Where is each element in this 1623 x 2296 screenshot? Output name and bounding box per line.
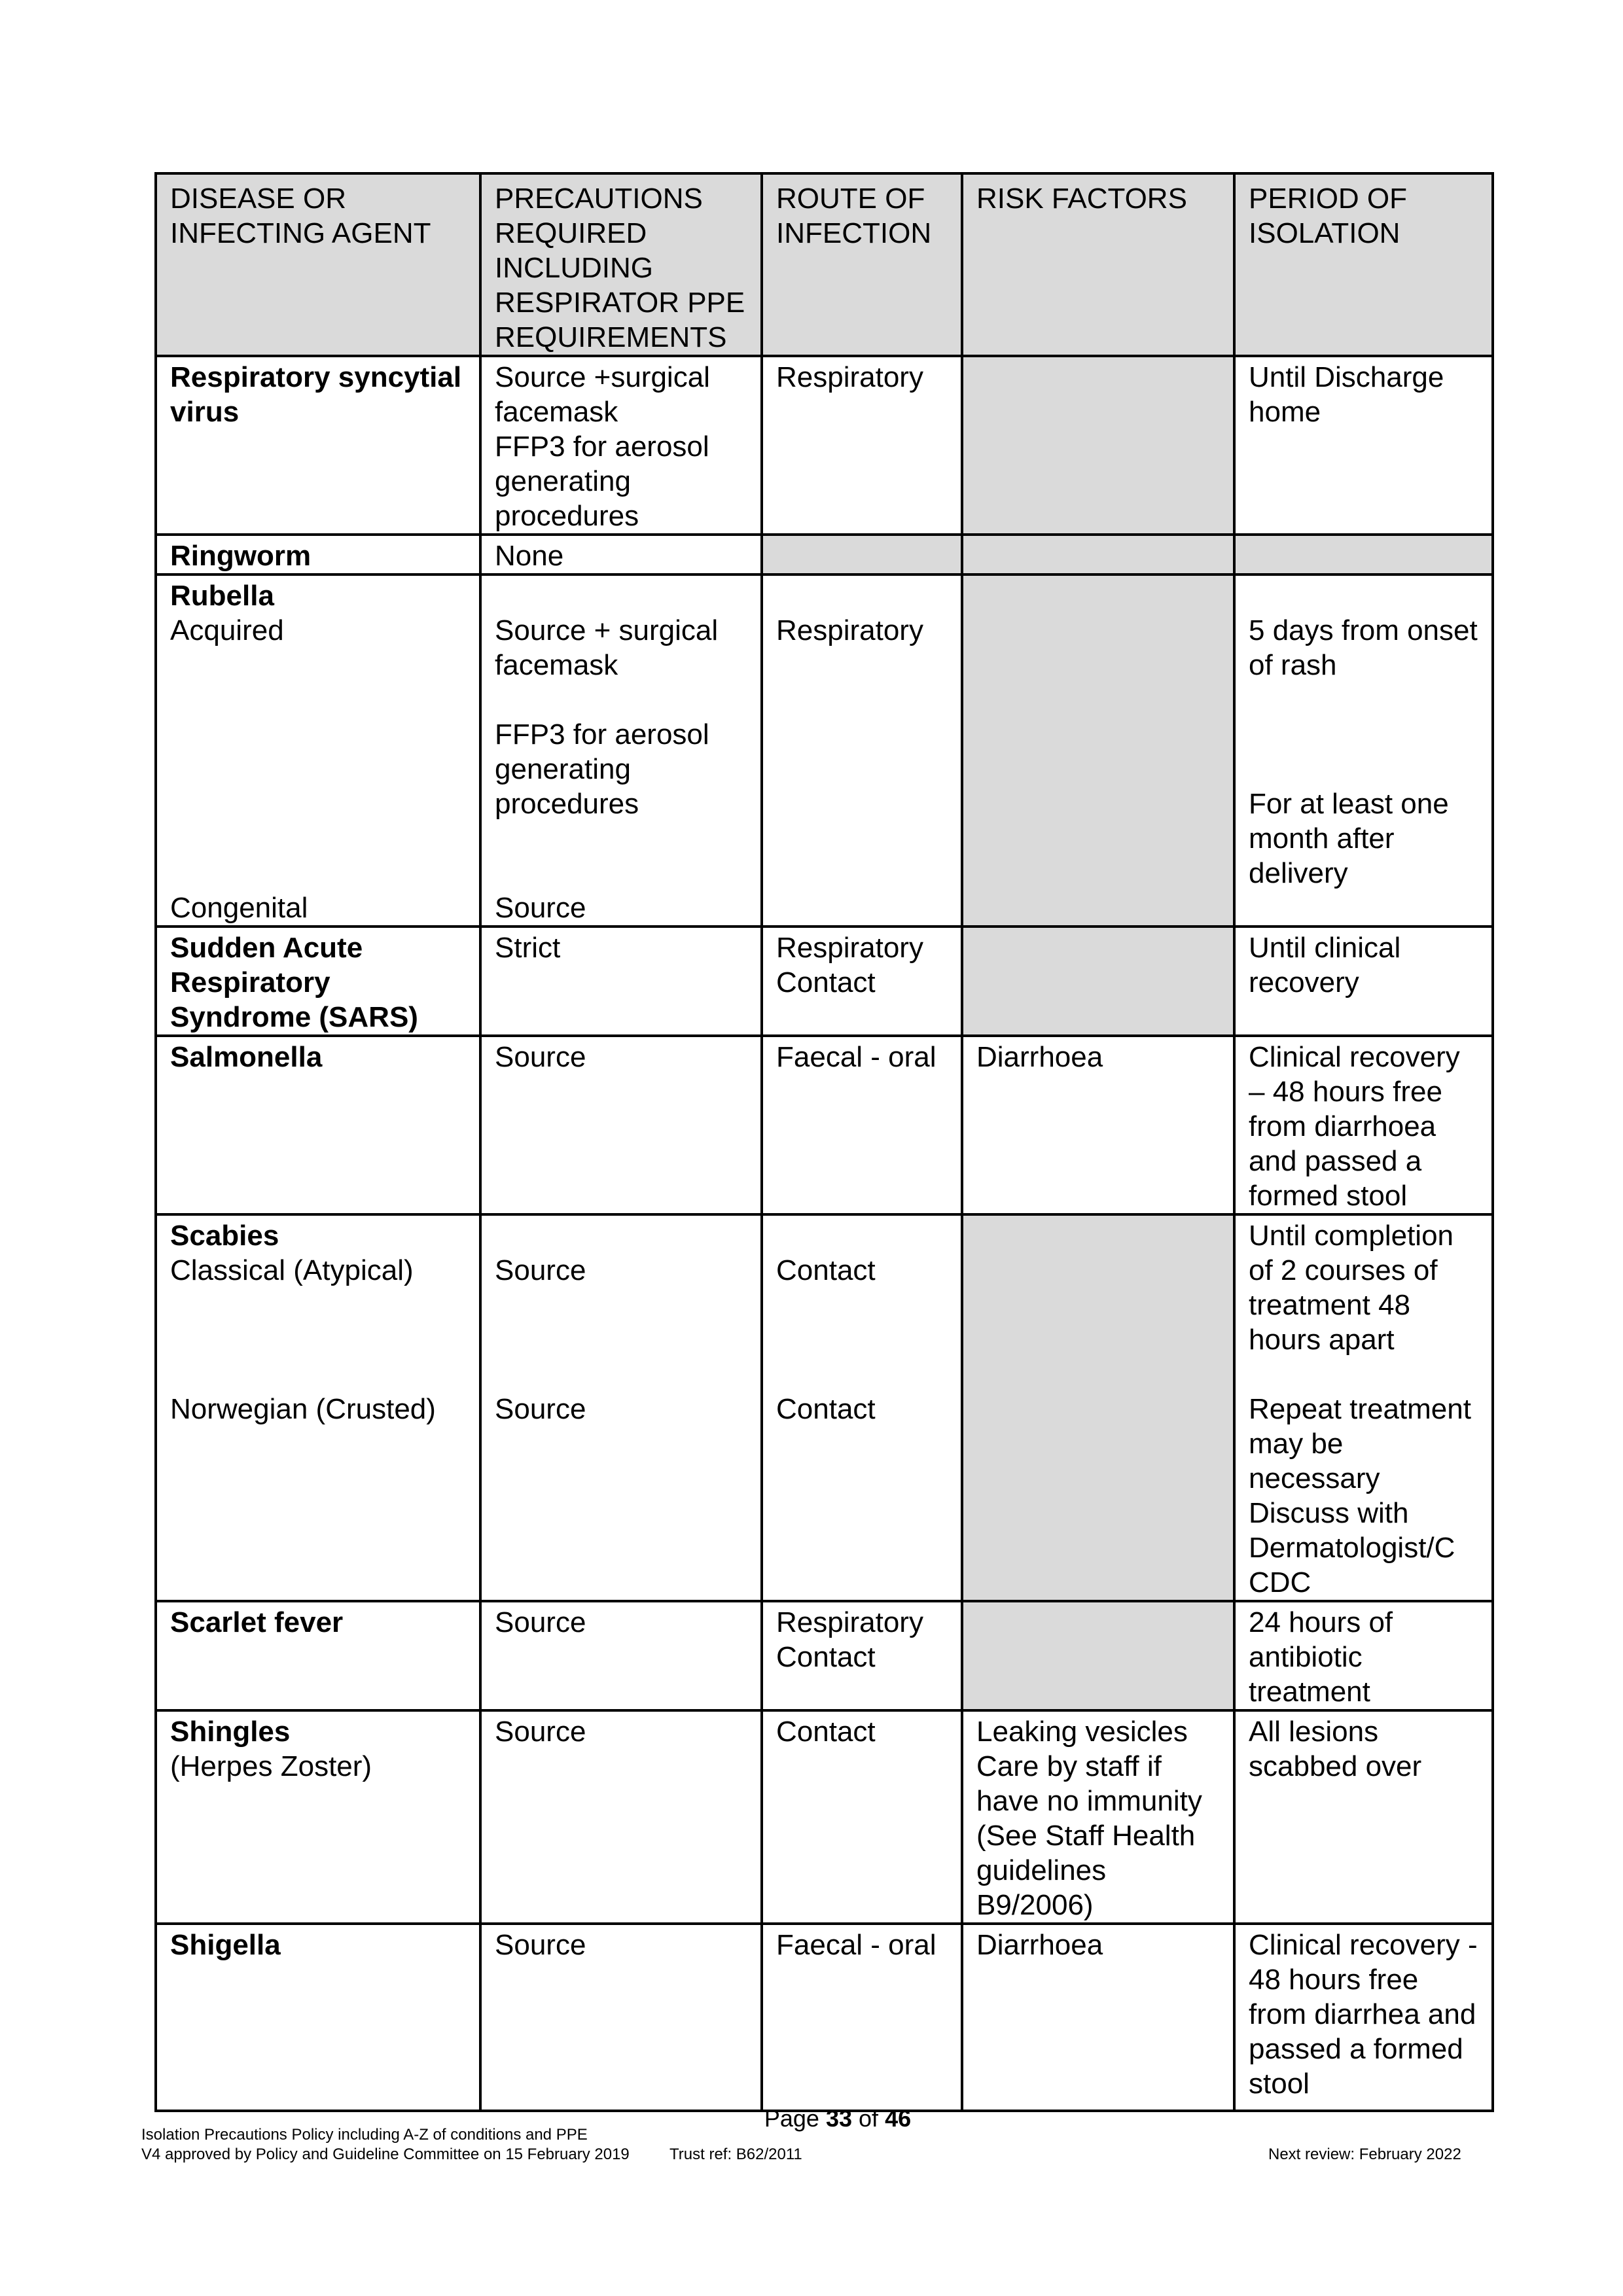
cell-period: 24 hours of antibiotic treatment bbox=[1234, 1601, 1493, 1710]
footer-next-review: Next review: February 2022 bbox=[1268, 2146, 1461, 2163]
cell-period: Until Discharge home bbox=[1234, 356, 1493, 535]
header-disease: DISEASE OR INFECTING AGENT bbox=[156, 173, 480, 356]
subtype-congenital: Congenital bbox=[170, 892, 308, 924]
table-row bbox=[156, 356, 1493, 535]
cell-precautions: None bbox=[480, 535, 762, 574]
disease-name: Sudden Acute Respiratory Syndrome (SARS) bbox=[170, 932, 418, 1033]
cell-route: Respiratory Contact bbox=[762, 927, 962, 1036]
cell-risk-empty bbox=[962, 1601, 1234, 1710]
isolation-precautions-table bbox=[154, 172, 1494, 2112]
cell-disease bbox=[156, 574, 480, 927]
disease-name: Scarlet fever bbox=[170, 1606, 344, 1638]
cell-risk: Leaking vesicles Care by staff if have no immunity (See Staff Health guidelines B9/2006) bbox=[962, 1710, 1234, 1924]
header-period: PERIOD OF ISOLATION bbox=[1234, 173, 1493, 356]
cell-route: Respiratory Contact bbox=[762, 1601, 962, 1710]
cell-disease bbox=[156, 927, 480, 1036]
cell-route: Faecal - oral bbox=[762, 1036, 962, 1214]
cell-period: Until completion of 2 courses of treatment 48 hours apart Repeat treatment may be necessary Discuss with Dermatologist/C CDC bbox=[1234, 1214, 1493, 1601]
cell-disease bbox=[156, 1036, 480, 1214]
table-row bbox=[156, 1710, 1493, 1924]
cell-period-empty bbox=[1234, 535, 1493, 574]
cell-route: Respiratory bbox=[762, 356, 962, 535]
table-header-row bbox=[156, 173, 1493, 356]
table-row bbox=[156, 1601, 1493, 1710]
cell-precautions: Source bbox=[480, 1601, 762, 1710]
footer-approval: V4 approved by Policy and Guideline Committee on 15 February 2019 bbox=[141, 2146, 630, 2163]
cell-period: All lesions scabbed over bbox=[1234, 1710, 1493, 1924]
cell-precautions: Source +surgical facemask FFP3 for aerosol generating procedures bbox=[480, 356, 762, 535]
cell-period: Clinical recovery – 48 hours free from diarrhoea and passed a formed stool bbox=[1234, 1036, 1493, 1214]
cell-period: 5 days from onset of rash For at least one month after delivery bbox=[1234, 574, 1493, 927]
subtype-classical: Classical (Atypical) bbox=[170, 1254, 414, 1286]
footer-trust-ref: Trust ref: B62/2011 bbox=[669, 2146, 802, 2163]
table-row bbox=[156, 927, 1493, 1036]
disease-name: Shigella bbox=[170, 1929, 281, 1961]
header-risk: RISK FACTORS bbox=[962, 173, 1234, 356]
cell-period: Clinical recovery - 48 hours free from diarrhea and passed a formed stool bbox=[1234, 1924, 1493, 2111]
cell-risk-empty bbox=[962, 535, 1234, 574]
table-row bbox=[156, 574, 1493, 927]
subtype-norwegian: Norwegian (Crusted) bbox=[170, 1393, 436, 1425]
cell-route-empty bbox=[762, 535, 962, 574]
disease-name: Salmonella bbox=[170, 1041, 323, 1073]
cell-disease: Shingles (Herpes Zoster) bbox=[156, 1710, 480, 1924]
cell-precautions: Strict bbox=[480, 927, 762, 1036]
cell-risk-empty bbox=[962, 356, 1234, 535]
cell-route: Respiratory bbox=[762, 574, 962, 927]
cell-risk: Diarrhoea bbox=[962, 1036, 1234, 1214]
cell-risk: Diarrhoea bbox=[962, 1924, 1234, 2111]
cell-precautions: Source bbox=[480, 1710, 762, 1924]
subtype-acquired: Acquired bbox=[170, 614, 284, 646]
cell-risk-empty bbox=[962, 574, 1234, 927]
cell-risk-empty bbox=[962, 927, 1234, 1036]
footer-policy-title: Isolation Precautions Policy including A-Z of conditions and PPE bbox=[141, 2126, 588, 2144]
cell-disease bbox=[156, 535, 480, 574]
table-row bbox=[156, 1214, 1493, 1601]
cell-period: Until clinical recovery bbox=[1234, 927, 1493, 1036]
cell-risk-empty bbox=[962, 1214, 1234, 1601]
cell-route: Faecal - oral bbox=[762, 1924, 962, 2111]
cell-precautions: Source bbox=[480, 1924, 762, 2111]
table-row bbox=[156, 1036, 1493, 1214]
cell-disease bbox=[156, 1924, 480, 2111]
page-number: Page 33 of 46 bbox=[764, 2105, 912, 2132]
disease-name: Ringworm bbox=[170, 540, 312, 572]
disease-name: Respiratory syncytial virus bbox=[170, 361, 462, 428]
disease-name: Rubella bbox=[170, 580, 274, 612]
cell-precautions: Source bbox=[480, 1036, 762, 1214]
disease-name: Shingles bbox=[170, 1716, 291, 1748]
cell-precautions: Source + surgical facemask FFP3 for aerosol generating procedures Source bbox=[480, 574, 762, 927]
cell-route: Contact bbox=[762, 1710, 962, 1924]
cell-disease bbox=[156, 1214, 480, 1601]
table-row bbox=[156, 1924, 1493, 2111]
cell-route: Contact Contact bbox=[762, 1214, 962, 1601]
cell-precautions: Source Source bbox=[480, 1214, 762, 1601]
header-precautions: PRECAUTIONS REQUIRED INCLUDING RESPIRATOR PPE REQUIREMENTS bbox=[480, 173, 762, 356]
table-row bbox=[156, 535, 1493, 574]
cell-disease bbox=[156, 1601, 480, 1710]
disease-name: Scabies bbox=[170, 1220, 279, 1252]
cell-disease bbox=[156, 356, 480, 535]
header-route: ROUTE OF INFECTION bbox=[762, 173, 962, 356]
